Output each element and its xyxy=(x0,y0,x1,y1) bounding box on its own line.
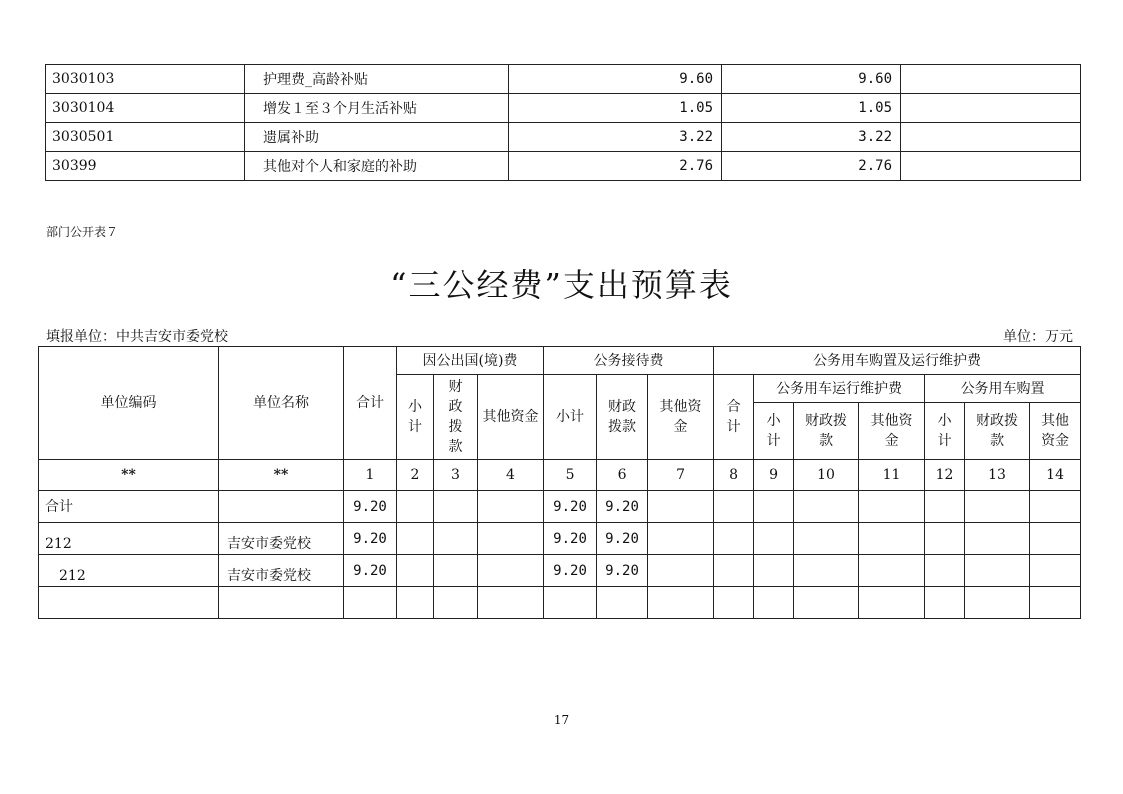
header-operation-other-text: 其他资金 xyxy=(870,413,913,449)
empty-cell xyxy=(925,523,965,555)
header-abroad: 因公出国(境)费 xyxy=(397,347,544,375)
empty-cell xyxy=(1030,587,1081,619)
reception-fiscal: 9.20 xyxy=(597,555,648,587)
amount-basic: 1.05 xyxy=(722,94,901,123)
empty-cell xyxy=(714,555,754,587)
index-cell: 2 xyxy=(397,460,434,491)
empty-cell xyxy=(965,555,1030,587)
index-cell: ** xyxy=(39,460,219,491)
header-operation-subtotal-text: 小计 xyxy=(766,413,781,449)
index-cell: 1 xyxy=(344,460,397,491)
page-title: “三公经费”支出预算表 xyxy=(390,266,733,304)
three-public-expenses-table xyxy=(38,346,1081,619)
empty-cell xyxy=(478,523,544,555)
empty-cell xyxy=(859,587,925,619)
header-reception-fiscal-text: 财政拨款 xyxy=(608,399,637,435)
empty-cell xyxy=(397,587,434,619)
amount-total: 3.22 xyxy=(509,123,722,152)
header-abroad-other-text: 其他资金 xyxy=(482,409,539,425)
empty-cell xyxy=(794,491,859,523)
total-amount: 9.20 xyxy=(344,523,397,555)
index-cell: 4 xyxy=(478,460,544,491)
empty-cell xyxy=(434,523,478,555)
economic-code: 3030104 xyxy=(46,94,245,123)
header-purchase-other-text: 其他资金 xyxy=(1041,413,1070,449)
index-cell: 7 xyxy=(648,460,714,491)
empty-cell xyxy=(794,587,859,619)
empty-cell xyxy=(648,587,714,619)
header-operation-fiscal-text: 财政拨款 xyxy=(805,413,848,449)
unit-code: 212 xyxy=(39,555,219,587)
index-cell: ** xyxy=(219,460,344,491)
item-name: 其他对个人和家庭的补助 xyxy=(245,152,509,181)
header-purchase-fiscal xyxy=(965,403,1030,460)
header-purchase-fiscal-text: 财政拨款 xyxy=(976,413,1019,449)
empty-cell xyxy=(754,587,794,619)
economic-code: 30399 xyxy=(46,152,245,181)
money-unit: 单位：万元 xyxy=(1003,329,1073,345)
empty-cell xyxy=(1030,523,1081,555)
header-reception: 公务接待费 xyxy=(544,347,714,375)
amount-basic: 9.60 xyxy=(722,65,901,94)
table-row xyxy=(46,152,1081,181)
table-row xyxy=(39,523,1081,555)
reception-fiscal: 9.20 xyxy=(597,491,648,523)
empty-cell xyxy=(434,491,478,523)
empty-cell xyxy=(925,587,965,619)
unit-name: 吉安市委党校 xyxy=(219,523,344,555)
header-purchase-other xyxy=(1030,403,1081,460)
page-number: 17 xyxy=(553,713,570,727)
empty-cell xyxy=(544,587,597,619)
empty-cell xyxy=(397,491,434,523)
empty-cell xyxy=(219,587,344,619)
empty-cell xyxy=(859,491,925,523)
empty-cell xyxy=(597,587,648,619)
amount-project xyxy=(901,152,1081,181)
table-row xyxy=(39,587,1081,619)
empty-cell xyxy=(859,523,925,555)
item-name: 护理费_高龄补贴 xyxy=(245,65,509,94)
form-number: 部门公开表７ xyxy=(46,225,119,239)
economic-code: 3030501 xyxy=(46,123,245,152)
header-vehicle-total-text: 合计 xyxy=(726,399,741,435)
index-cell: 9 xyxy=(754,460,794,491)
header-reception-fiscal xyxy=(597,375,648,460)
empty-cell xyxy=(859,555,925,587)
total-amount: 9.20 xyxy=(344,555,397,587)
header-total: 合计 xyxy=(344,347,397,460)
amount-total: 2.76 xyxy=(509,152,722,181)
header-vehicle-operation: 公务用车运行维护费 xyxy=(754,375,925,403)
amount-basic: 2.76 xyxy=(722,152,901,181)
header-purchase-subtotal xyxy=(925,403,965,460)
empty-cell xyxy=(754,491,794,523)
amount-total: 9.60 xyxy=(509,65,722,94)
empty-cell xyxy=(925,555,965,587)
index-cell: 14 xyxy=(1030,460,1081,491)
header-unit-name: 单位名称 xyxy=(219,347,344,460)
amount-project xyxy=(901,123,1081,152)
empty-cell xyxy=(965,587,1030,619)
reception-subtotal: 9.20 xyxy=(544,491,597,523)
empty-cell xyxy=(478,555,544,587)
economic-code: 3030103 xyxy=(46,65,245,94)
header-reception-subtotal: 小计 xyxy=(544,375,597,460)
total-amount: 9.20 xyxy=(344,491,397,523)
header-abroad-other xyxy=(478,375,544,460)
header-purchase-subtotal-text: 小计 xyxy=(937,413,952,449)
reception-fiscal: 9.20 xyxy=(597,523,648,555)
continuation-table xyxy=(45,64,1081,181)
header-operation-other xyxy=(859,403,925,460)
empty-cell xyxy=(39,587,219,619)
empty-cell xyxy=(648,523,714,555)
amount-total: 1.05 xyxy=(509,94,722,123)
empty-cell xyxy=(794,555,859,587)
header-operation-subtotal xyxy=(754,403,794,460)
index-row xyxy=(39,460,1081,491)
empty-cell xyxy=(754,523,794,555)
empty-cell xyxy=(434,587,478,619)
header-abroad-fiscal-text: 财政拨款 xyxy=(448,379,463,455)
header-vehicle: 公务用车购置及运行维护费 xyxy=(714,347,1081,375)
empty-cell xyxy=(434,555,478,587)
reception-subtotal: 9.20 xyxy=(544,555,597,587)
unit-name xyxy=(219,491,344,523)
empty-cell xyxy=(714,523,754,555)
empty-cell xyxy=(478,491,544,523)
empty-cell xyxy=(965,523,1030,555)
header-abroad-fiscal xyxy=(434,375,478,460)
reception-subtotal: 9.20 xyxy=(544,523,597,555)
unit-code: 合计 xyxy=(39,491,219,523)
header-abroad-subtotal xyxy=(397,375,434,460)
table-row xyxy=(46,123,1081,152)
empty-cell xyxy=(397,555,434,587)
empty-cell xyxy=(648,555,714,587)
unit-code: 212 xyxy=(39,523,219,555)
empty-cell xyxy=(344,587,397,619)
empty-cell xyxy=(965,491,1030,523)
empty-cell xyxy=(1030,491,1081,523)
header-vehicle-total xyxy=(714,375,754,460)
header-reception-other xyxy=(648,375,714,460)
header-abroad-subtotal-text: 小计 xyxy=(408,399,422,435)
amount-basic: 3.22 xyxy=(722,123,901,152)
empty-cell xyxy=(714,491,754,523)
index-cell: 6 xyxy=(597,460,648,491)
item-name: 增发１至３个月生活补贴 xyxy=(245,94,509,123)
table-row xyxy=(39,491,1081,523)
table-row xyxy=(46,94,1081,123)
empty-cell xyxy=(794,523,859,555)
index-cell: 5 xyxy=(544,460,597,491)
table-row xyxy=(39,555,1081,587)
index-cell: 11 xyxy=(859,460,925,491)
amount-project xyxy=(901,94,1081,123)
header-row xyxy=(39,347,1081,375)
empty-cell xyxy=(754,555,794,587)
empty-cell xyxy=(397,523,434,555)
index-cell: 10 xyxy=(794,460,859,491)
empty-cell xyxy=(925,491,965,523)
item-name: 遗属补助 xyxy=(245,123,509,152)
empty-cell xyxy=(714,587,754,619)
empty-cell xyxy=(1030,555,1081,587)
index-cell: 8 xyxy=(714,460,754,491)
filler-unit: 填报单位：中共吉安市委党校 xyxy=(46,329,228,345)
header-operation-fiscal xyxy=(794,403,859,460)
index-cell: 12 xyxy=(925,460,965,491)
empty-cell xyxy=(478,587,544,619)
index-cell: 13 xyxy=(965,460,1030,491)
header-reception-other-text: 其他资金 xyxy=(659,399,702,435)
header-unit-code: 单位编码 xyxy=(39,347,219,460)
empty-cell xyxy=(648,491,714,523)
index-cell: 3 xyxy=(434,460,478,491)
amount-project xyxy=(901,65,1081,94)
unit-name: 吉安市委党校 xyxy=(219,555,344,587)
table-row xyxy=(46,65,1081,94)
header-vehicle-purchase: 公务用车购置 xyxy=(925,375,1081,403)
